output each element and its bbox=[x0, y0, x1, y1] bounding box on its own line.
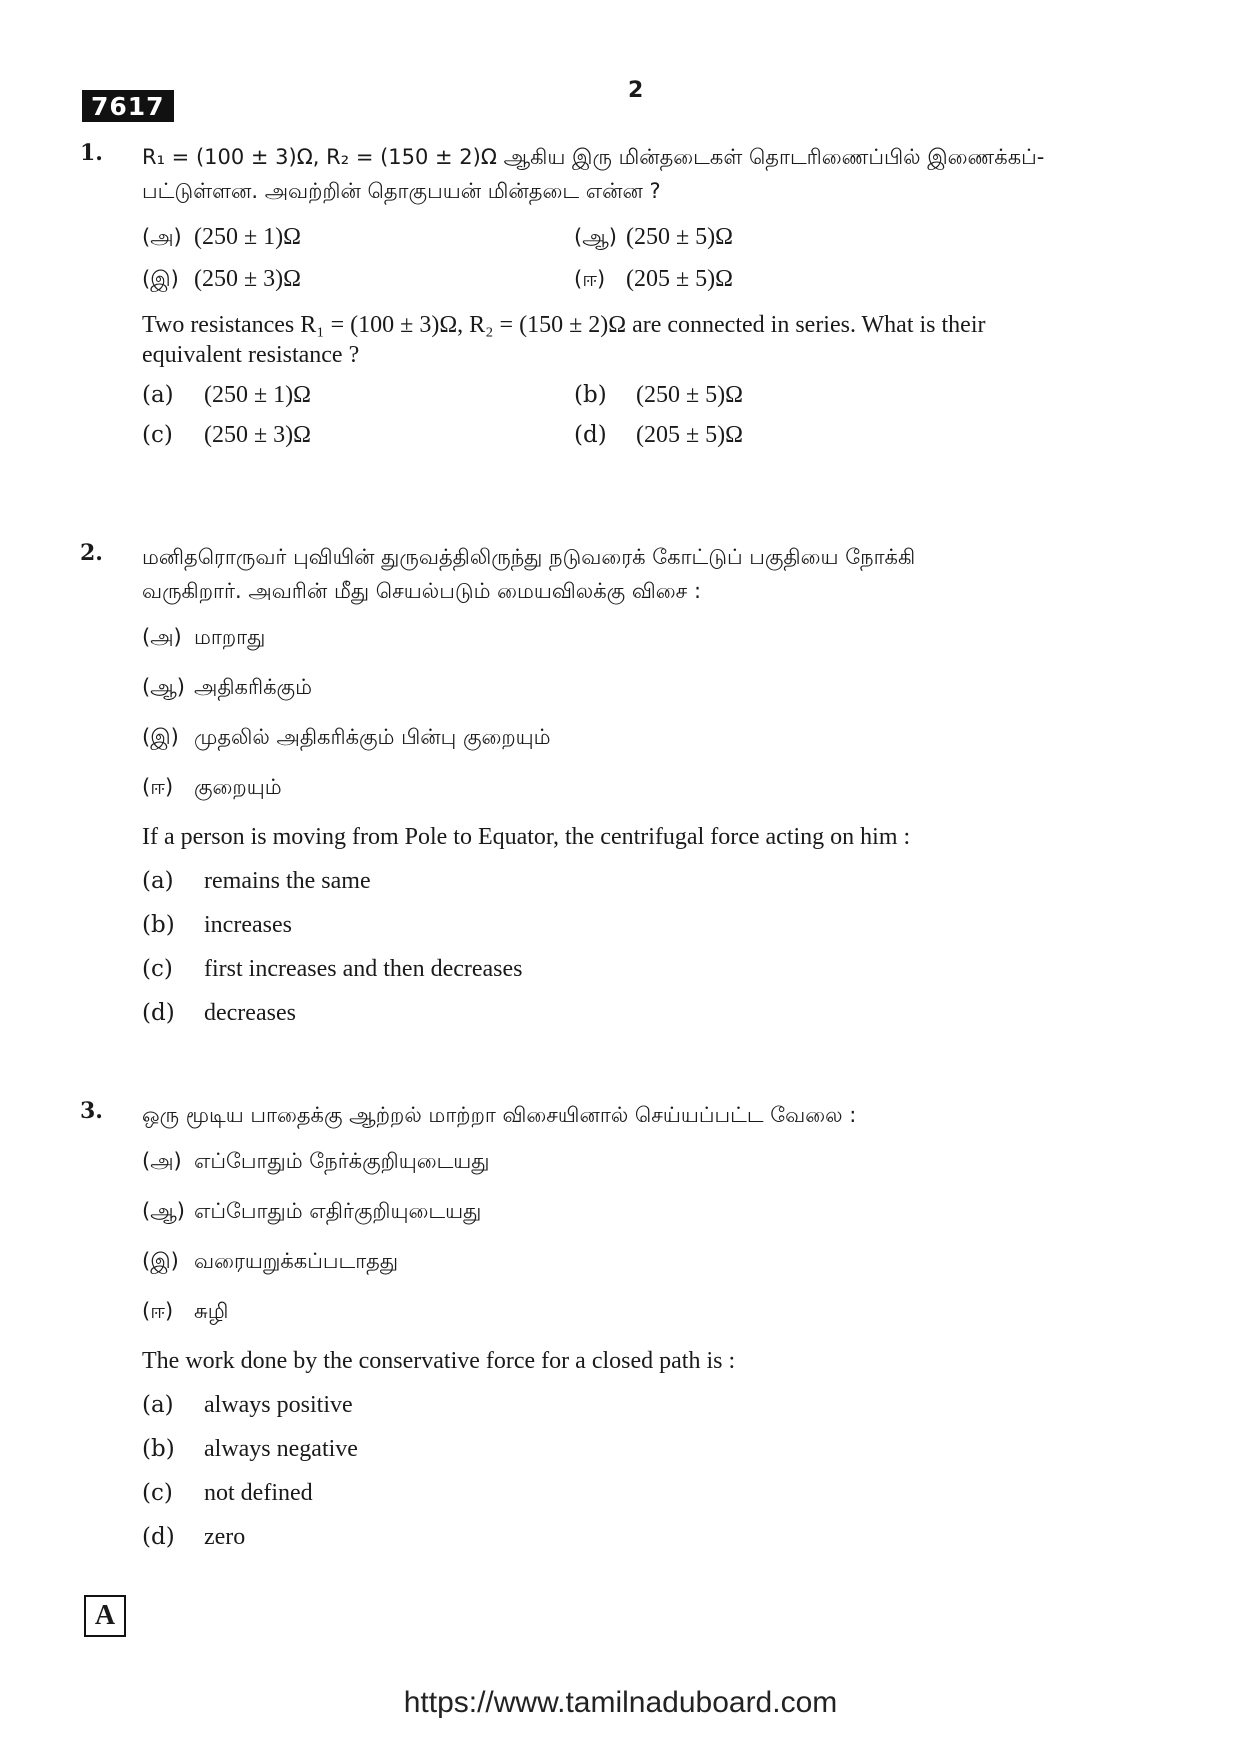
option: (அ) (250 ± 1)Ω bbox=[142, 224, 301, 250]
paper-version-box: A bbox=[84, 1595, 126, 1637]
option: (ஈ) குறையும் bbox=[142, 775, 282, 799]
english-options bbox=[142, 866, 1150, 1028]
option: (a) remains the same bbox=[142, 868, 371, 894]
option: (d) decreases bbox=[142, 1000, 296, 1026]
option: (ஈ) (205 ± 5)Ω bbox=[574, 266, 733, 292]
option: (c) first increases and then decreases bbox=[142, 956, 523, 982]
paper-code: 7617 bbox=[82, 90, 174, 122]
page-number: 2 bbox=[628, 78, 644, 103]
footer-url: https://www.tamilnaduboard.com bbox=[403, 1686, 838, 1719]
english-options bbox=[142, 380, 1150, 450]
question-number: 1. bbox=[80, 140, 103, 166]
question-3 bbox=[80, 1098, 1150, 1566]
question-number: 2. bbox=[80, 540, 103, 566]
question-1 bbox=[80, 140, 1150, 450]
question-text-tamil: R₁ = (100 ± 3)Ω, R₂ = (150 ± 2)Ω ஆகிய இரு மின்தடைகள் தொடரிணைப்பில் இணைக்கப்- bbox=[142, 145, 1045, 169]
question-text-tamil: வருகிறார். அவரின் மீது செயல்படும் மையவிலக்கு விசை : bbox=[142, 579, 702, 603]
option: (ஆ) அதிகரிக்கும் bbox=[142, 675, 312, 699]
option: (ஈ) சுழி bbox=[142, 1299, 229, 1323]
question-2 bbox=[80, 540, 1150, 1042]
option: (ஆ) (250 ± 5)Ω bbox=[574, 224, 733, 250]
option: (b) (250 ± 5)Ω bbox=[574, 382, 743, 408]
question-text-tamil: ஒரு மூடிய பாதைக்கு ஆற்றல் மாற்றா விசையினால் செய்யப்பட்ட வேலை : bbox=[142, 1103, 857, 1127]
option: (இ) (250 ± 3)Ω bbox=[142, 266, 301, 292]
option: (இ) வரையறுக்கப்படாதது bbox=[142, 1249, 399, 1273]
option: (b) increases bbox=[142, 912, 292, 938]
option: (ஆ) எப்போதும் எதிர்குறியுடையது bbox=[142, 1199, 482, 1223]
option: (a) (250 ± 1)Ω bbox=[142, 382, 311, 408]
english-options bbox=[142, 1390, 1150, 1552]
option: (d) (205 ± 5)Ω bbox=[574, 422, 743, 448]
question-text-english: Two resistances R₁ = (100 ± 3)Ω, R₂ = (150 ± 2)Ω are connected in series. What is their bbox=[142, 312, 986, 338]
question-text-english: If a person is moving from Pole to Equator, the centrifugal force acting on him : bbox=[142, 824, 911, 850]
question-number: 3. bbox=[80, 1098, 103, 1124]
option: (a) always positive bbox=[142, 1392, 353, 1418]
option: (c) (250 ± 3)Ω bbox=[142, 422, 311, 448]
option: (d) zero bbox=[142, 1524, 246, 1550]
question-text-english: The work done by the conservative force for a closed path is : bbox=[142, 1348, 736, 1374]
option: (அ) மாறாது bbox=[142, 625, 266, 649]
option: (இ) முதலில் அதிகரிக்கும் பின்பு குறையும் bbox=[142, 725, 551, 749]
tamil-options bbox=[142, 222, 1150, 294]
option: (c) not defined bbox=[142, 1480, 313, 1506]
tamil-options bbox=[142, 622, 1150, 802]
option: (b) always negative bbox=[142, 1436, 358, 1462]
tamil-options bbox=[142, 1146, 1150, 1326]
question-text-tamil: மனிதரொருவர் புவியின் துருவத்திலிருந்து நடுவரைக் கோட்டுப் பகுதியை நோக்கி bbox=[142, 545, 916, 569]
question-text-english: equivalent resistance ? bbox=[142, 342, 360, 368]
option: (அ) எப்போதும் நேர்க்குறியுடையது bbox=[142, 1149, 490, 1173]
question-text-tamil: பட்டுள்ளன. அவற்றின் தொகுபயன் மின்தடை என்ன ? bbox=[142, 179, 661, 203]
